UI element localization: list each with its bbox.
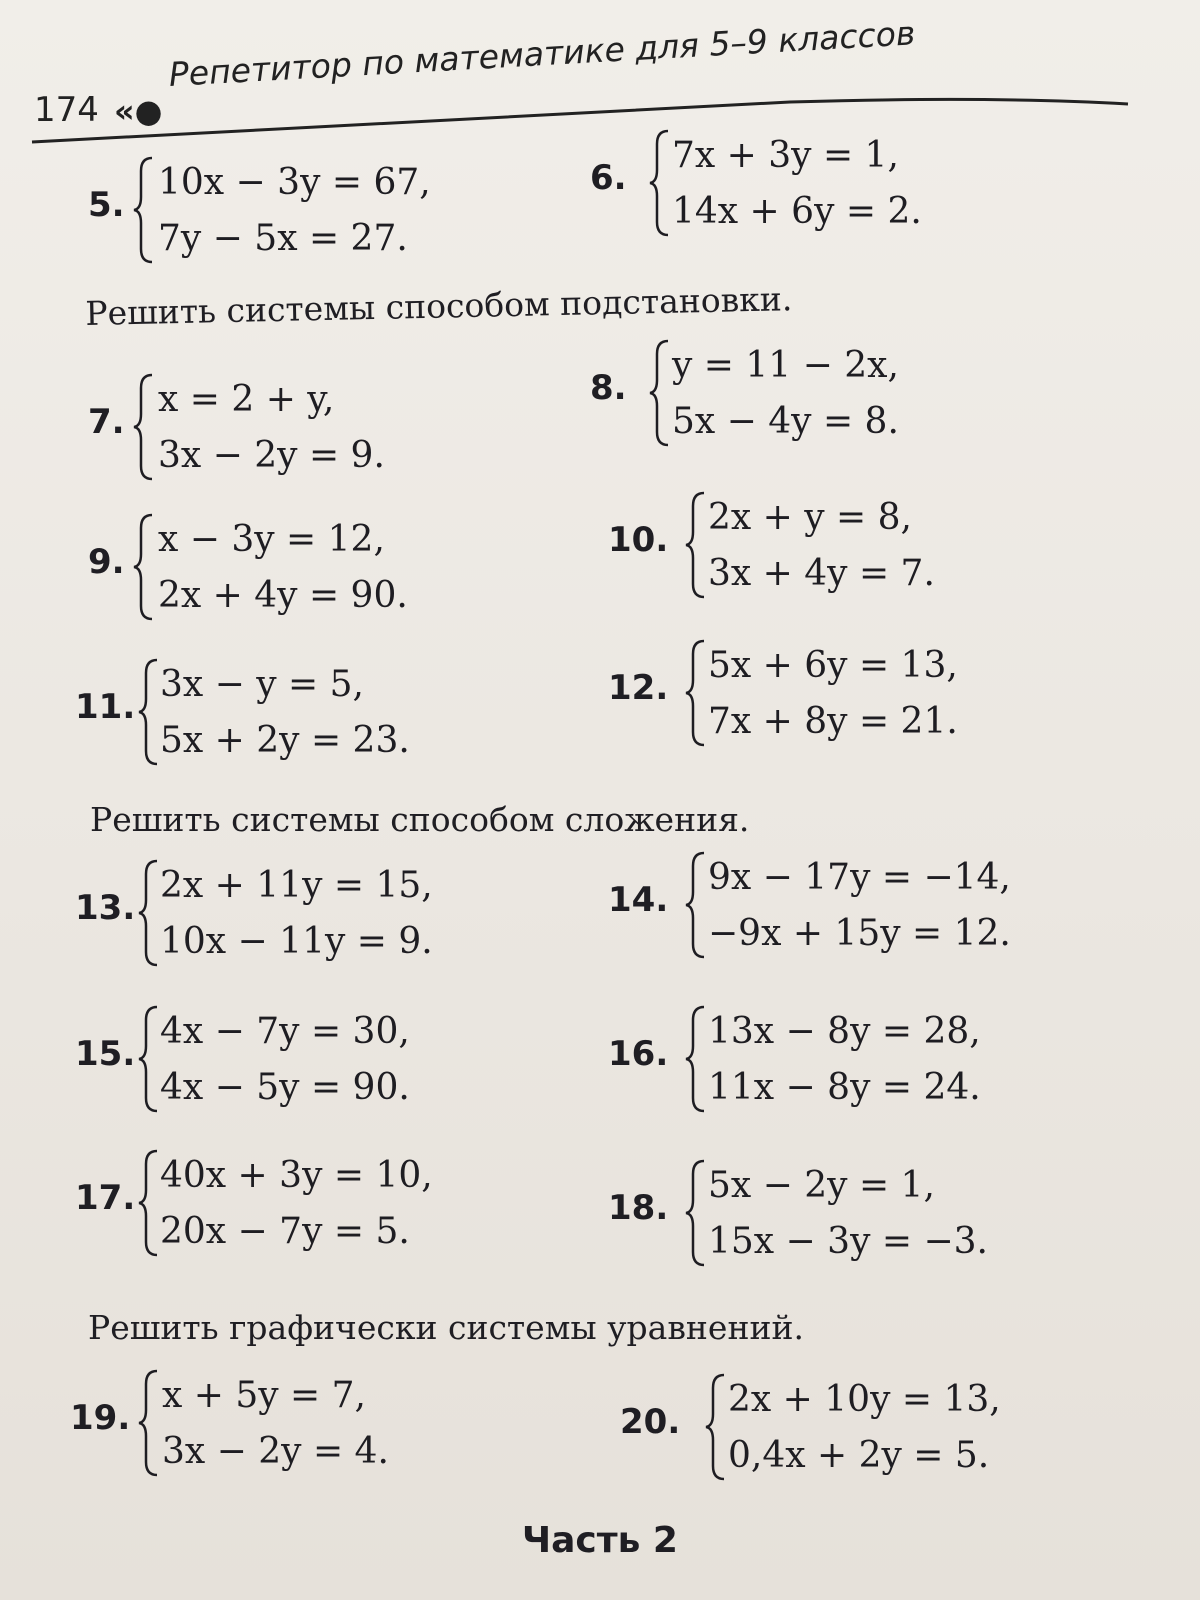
equation-1: 5x + 6y = 13,: [708, 645, 958, 686]
equations: [158, 512, 408, 624]
equation-1: 40x + 3y = 10,: [160, 1155, 433, 1196]
equations: [160, 858, 433, 970]
equation-2: 2x + 4y = 90.: [158, 575, 408, 616]
page-header: [30, 13, 1130, 150]
equation-1: 10x − 3y = 67,: [158, 162, 431, 203]
problem-number: 7.: [88, 402, 125, 442]
equations: [708, 490, 935, 602]
equations: [728, 1372, 1001, 1484]
system-brace: [132, 372, 154, 482]
system-brace: [137, 1004, 159, 1114]
section-heading-substitution: Решить системы способом подстановки.: [85, 279, 793, 333]
system-brace: [648, 338, 670, 448]
equation-1: 3x − y = 5,: [160, 664, 364, 705]
system-brace: [684, 850, 706, 960]
section-heading-graphical: Решить графически системы уравнений.: [88, 1308, 804, 1347]
problem-number: 5.: [88, 185, 125, 225]
equations: [708, 1158, 988, 1270]
system-brace: [137, 1368, 159, 1478]
problem-number: 10.: [608, 520, 669, 560]
equation-1: x = 2 + y,: [158, 379, 335, 420]
equation-1: 9x − 17y = −14,: [708, 857, 1011, 898]
book-title: Репетитор по математике для 5–9 классов: [167, 13, 917, 95]
equation-2: −9x + 15y = 12.: [708, 913, 1011, 954]
equations: [158, 155, 431, 267]
equation-1: x − 3y = 12,: [158, 519, 385, 560]
problem-number: 16.: [608, 1034, 669, 1074]
equation-2: 4x − 5y = 90.: [160, 1067, 410, 1108]
problem-number: 13.: [75, 888, 136, 928]
problem-number: 9.: [88, 542, 125, 582]
equation-2: 3x − 2y = 9.: [158, 435, 385, 476]
equation-2: 3x + 4y = 7.: [708, 553, 935, 594]
equation-1: 2x + y = 8,: [708, 497, 912, 538]
equation-2: 5x + 2y = 23.: [160, 720, 410, 761]
equations: [158, 372, 385, 484]
problem-number: 15.: [75, 1034, 136, 1074]
problem-number: 8.: [590, 368, 627, 408]
problem-number: 19.: [70, 1398, 131, 1438]
problem-number: 12.: [608, 668, 669, 708]
equation-2: 7x + 8y = 21.: [708, 701, 958, 742]
problem-number: 6.: [590, 158, 627, 198]
equations: [160, 1004, 410, 1116]
equation-1: 7x + 3y = 1,: [672, 135, 899, 176]
equation-1: 5x − 2y = 1,: [708, 1165, 935, 1206]
system-brace: [137, 858, 159, 968]
equation-1: 2x + 11y = 15,: [160, 865, 433, 906]
equation-2: 14x + 6y = 2.: [672, 191, 922, 232]
system-brace: [132, 512, 154, 622]
equations: [708, 850, 1011, 962]
problem-number: 17.: [75, 1178, 136, 1218]
equation-1: y = 11 − 2x,: [672, 345, 899, 386]
page-number: 174: [34, 90, 99, 130]
system-brace: [684, 638, 706, 748]
equation-2: 15x − 3y = −3.: [708, 1221, 988, 1262]
problem-number: 18.: [608, 1188, 669, 1228]
system-brace: [137, 1148, 159, 1258]
system-brace: [684, 1158, 706, 1268]
system-brace: [648, 128, 670, 238]
section-heading-addition: Решить системы способом сложения.: [90, 800, 750, 839]
problem-number: 11.: [75, 687, 136, 727]
equations: [160, 657, 410, 769]
equation-1: 13x − 8y = 28,: [708, 1011, 981, 1052]
equations: [162, 1368, 389, 1480]
equation-1: 2x + 10y = 13,: [728, 1379, 1001, 1420]
equation-2: 10x − 11y = 9.: [160, 921, 433, 962]
equation-2: 11x − 8y = 24.: [708, 1067, 981, 1108]
system-brace: [137, 657, 159, 767]
equation-2: 5x − 4y = 8.: [672, 401, 899, 442]
equation-1: x + 5y = 7,: [162, 1375, 366, 1416]
equation-2: 20x − 7y = 5.: [160, 1211, 410, 1252]
equations: [160, 1148, 433, 1260]
system-brace: [684, 490, 706, 600]
header-mark-icon: «●: [114, 92, 163, 130]
equations: [708, 638, 958, 750]
system-brace: [132, 155, 154, 265]
equation-2: 3x − 2y = 4.: [162, 1431, 389, 1472]
equation-2: 0,4x + 2y = 5.: [728, 1435, 990, 1476]
equation-2: 7y − 5x = 27.: [158, 218, 408, 259]
problem-number: 14.: [608, 880, 669, 920]
equations: [708, 1004, 981, 1116]
part-label: Часть 2: [522, 1520, 678, 1561]
system-brace: [704, 1372, 726, 1482]
equations: [672, 338, 899, 450]
system-brace: [684, 1004, 706, 1114]
problem-number: 20.: [620, 1402, 681, 1442]
equations: [672, 128, 922, 240]
equation-1: 4x − 7y = 30,: [160, 1011, 410, 1052]
